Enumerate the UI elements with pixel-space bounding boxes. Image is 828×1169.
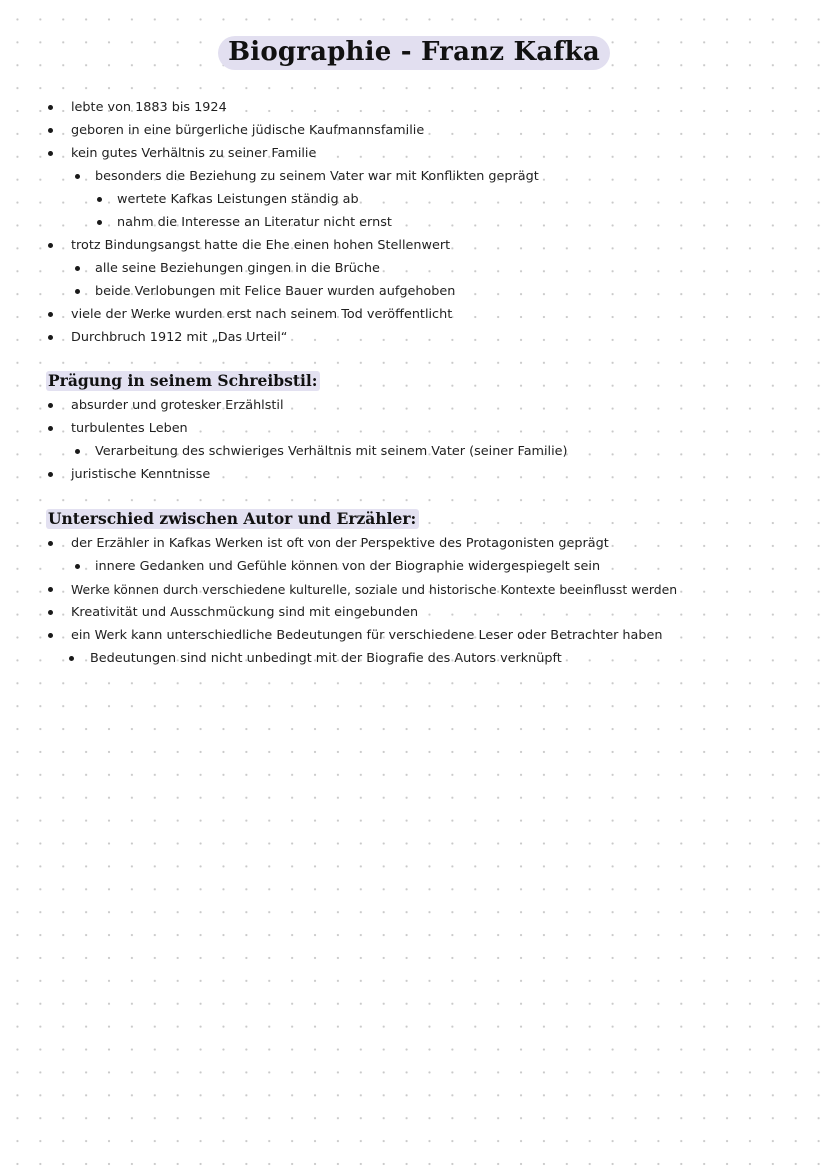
- style-section-heading: Prägung in seinem Schreibstil:: [46, 371, 320, 391]
- title-wrapper: [0, 36, 828, 70]
- bullet-icon: [48, 610, 53, 615]
- bullet-icon: [48, 633, 53, 638]
- bullet-icon: [69, 656, 74, 661]
- bullet-icon: [75, 449, 80, 454]
- bullet-icon: [75, 564, 80, 569]
- bullet-icon: [48, 105, 53, 110]
- bullet-icon: [48, 128, 53, 133]
- bullet-icon: [48, 587, 53, 592]
- difference-section-heading: Unterschied zwischen Autor und Erzähler:: [46, 509, 419, 529]
- bullet-icon: [48, 403, 53, 408]
- bullet-icon: [48, 312, 53, 317]
- bullet-icon: [75, 266, 80, 271]
- bullet-icon: [48, 243, 53, 248]
- bullet-icon: [75, 174, 80, 179]
- bullet-icon: [48, 426, 53, 431]
- bullet-icon: [97, 197, 102, 202]
- page-title: Biographie - Franz Kafka: [218, 36, 610, 70]
- bullet-icon: [48, 151, 53, 156]
- bullet-icon: [48, 541, 53, 546]
- notes-page: Biographie - Franz Kafka lebte von 1883 bis 1924 geboren in eine bürgerliche jüdische Kaufmannsfamilie kein gutes Verhältnis zu seiner Familie besonders die Beziehung zu seinem Vater war mit Konflikten geprägt wertete Kafkas Leistungen ständig ab nahm die Interesse an Literatur nicht ernst trotz Bindungsangst hatte die Ehe einen hohen Stellenwert alle seine Beziehungen gingen in die Brüche beide Verlobungen mit Felice Bauer wurden aufgehoben viele der Werke wurden erst nach seinem Tod veröffentlicht Durchbruch 1912 mit „Das Urteil“ Prägung in seinem Schreibstil: absurder und grotesker Erzählstil turbulentes Leben Verarbeitung des schwieriges Verhältnis mit seinem Vater (seiner Familie) juristische Kenntnisse Unterschied zwischen Autor und Erzähler: der Erzähler in Kafkas Werken ist oft von der Perspektive des Protagonisten geprägt innere Gedanken und Gefühle können von der Biographie widergespiegelt sein Werke können durch verschiedene kulturelle, soziale und historische Kontexte beeinflusst werden Kreativität und Ausschmückung sind mit eingebunden ein Werk kann unterschiedliche Bedeutungen für verschiedene Leser oder Betrachter haben Bedeutungen sind nicht unbedingt mit der Biografie des Autors verknüpft: [0, 0, 828, 1169]
- bullet-icon: [48, 335, 53, 340]
- bullet-icon: [97, 220, 102, 225]
- bullet-icon: [48, 472, 53, 477]
- bullet-icon: [75, 289, 80, 294]
